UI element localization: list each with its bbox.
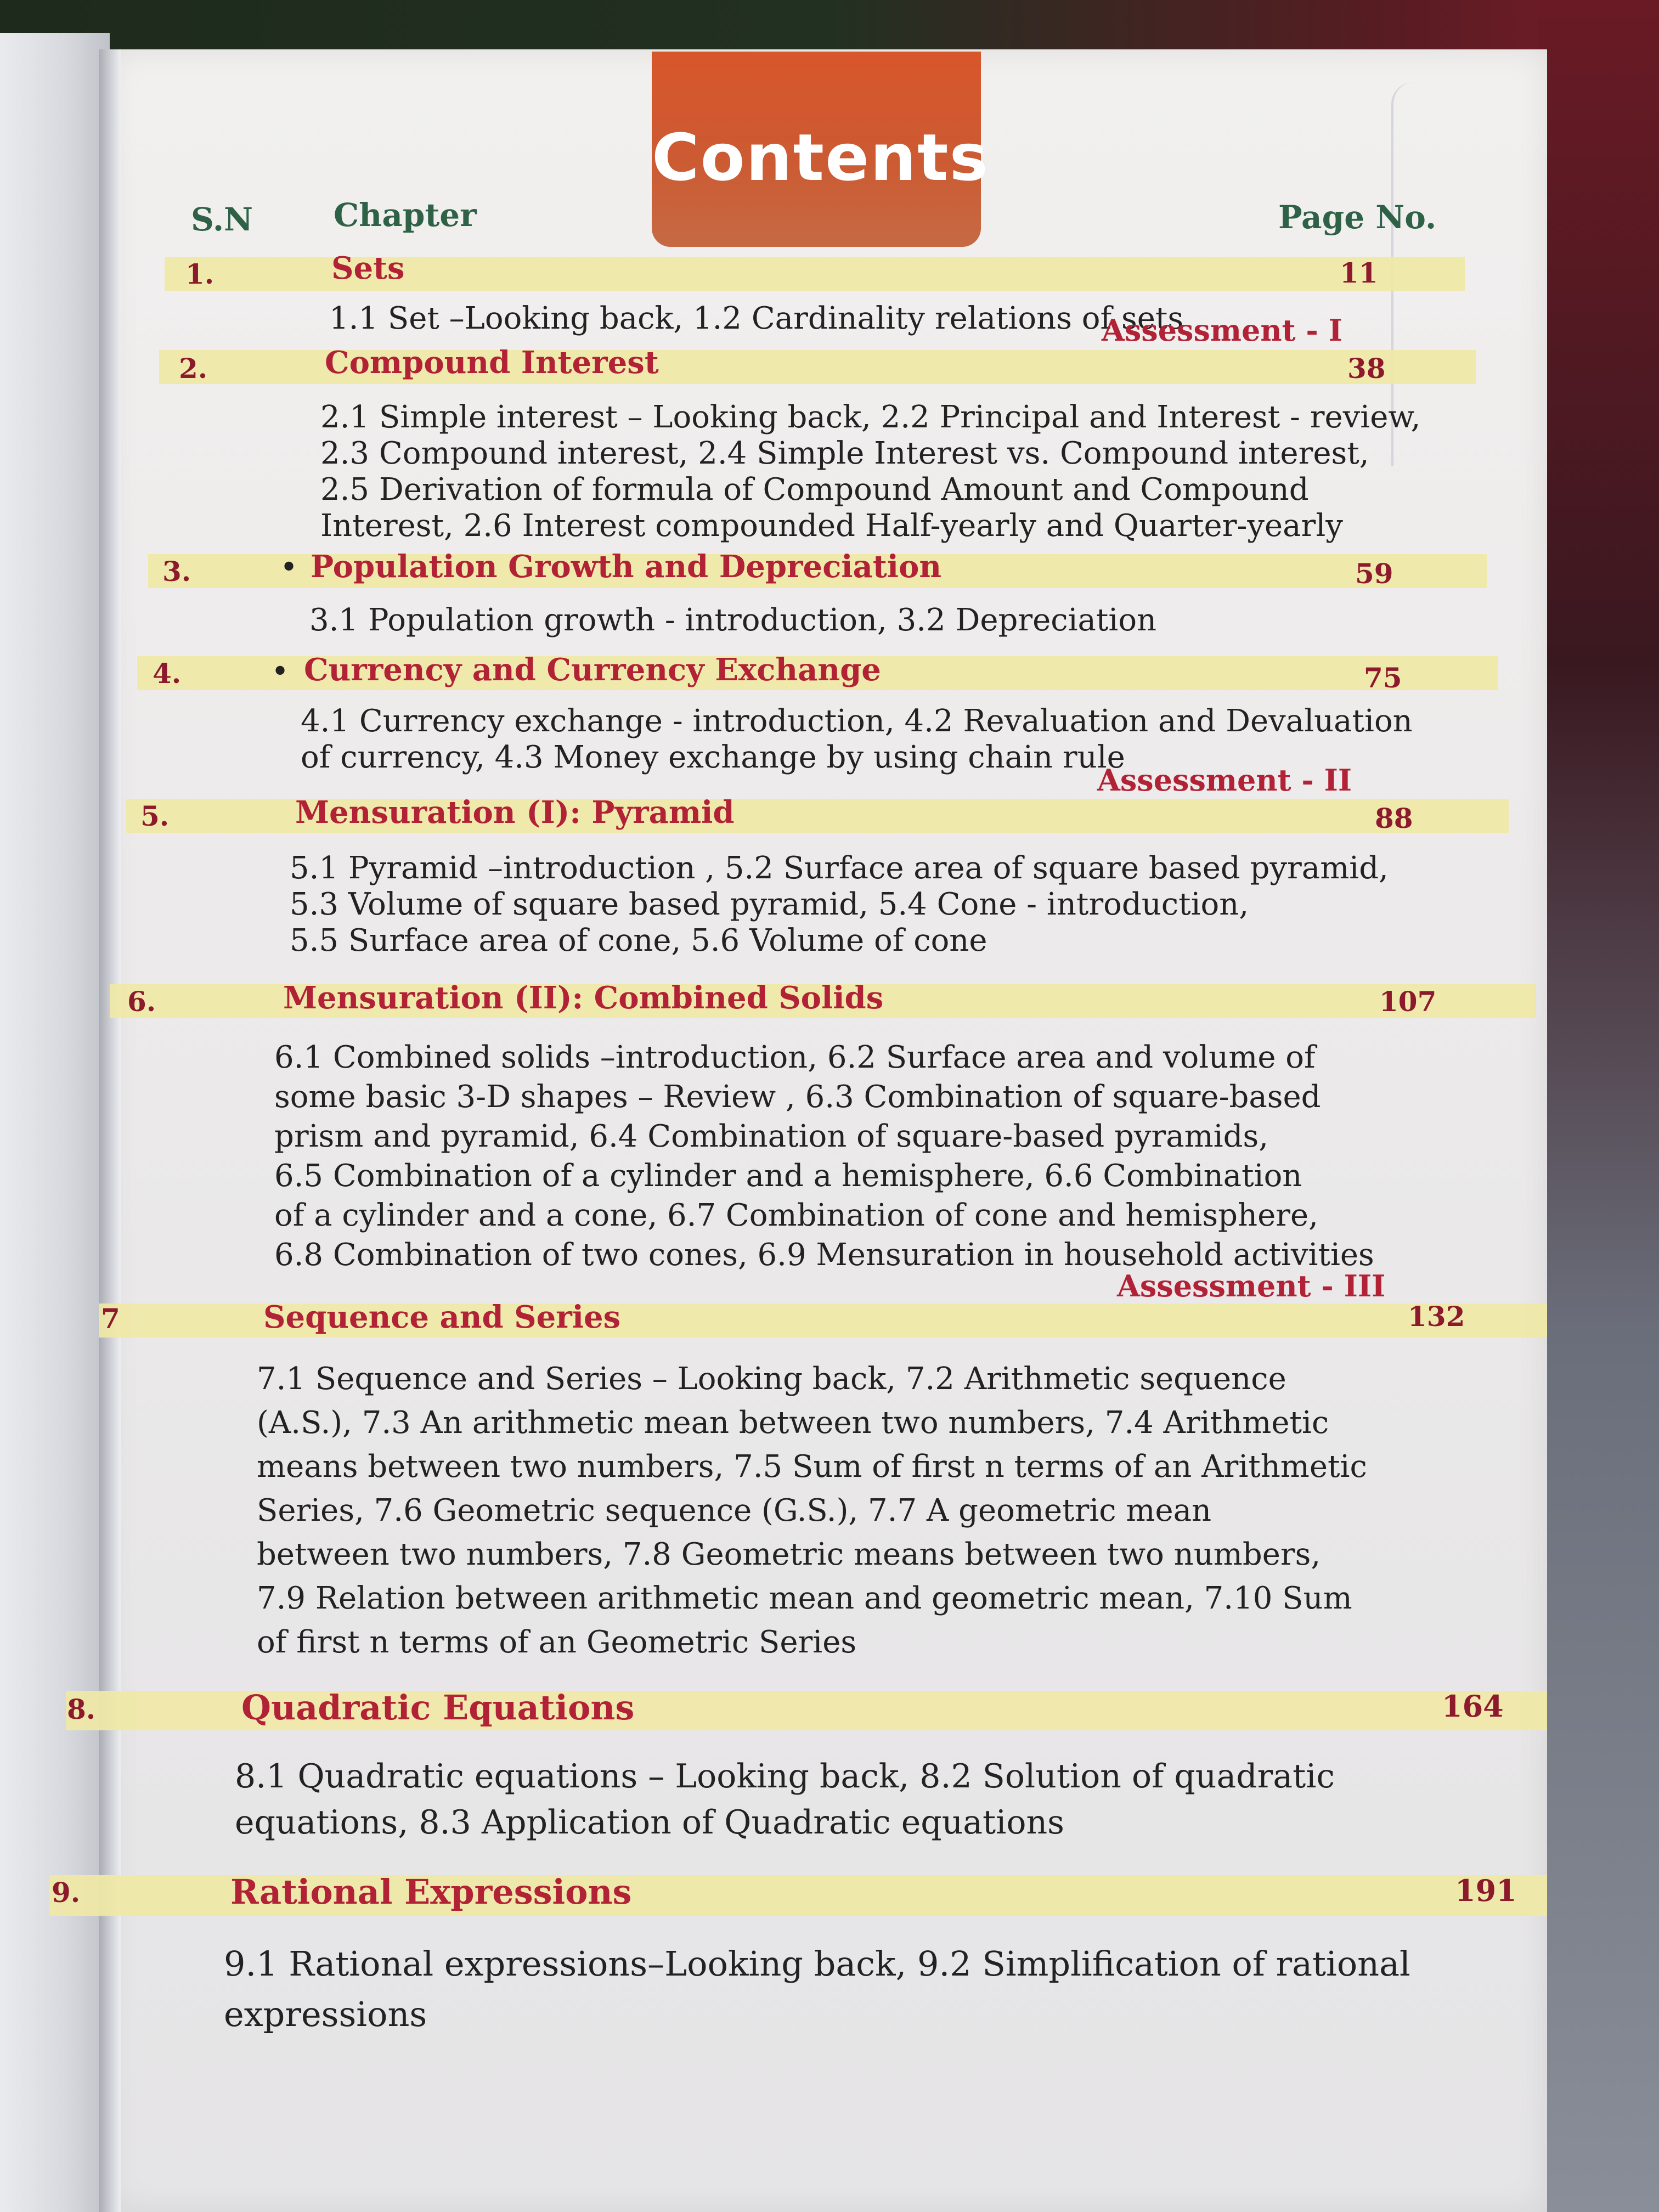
- page-number: 88: [1375, 802, 1413, 834]
- description-line: between two numbers, 7.8 Geometric means between two numbers,: [257, 1537, 1321, 1572]
- page-number: 164: [1442, 1689, 1504, 1724]
- description-line: 6.8 Combination of two cones, 6.9 Mensuration in household activities: [274, 1237, 1374, 1273]
- description-line: 8.1 Quadratic equations – Looking back, 8.2 Solution of quadratic: [235, 1757, 1335, 1796]
- assessment-label: Assessment - I: [1102, 313, 1342, 348]
- chapter-title: Quadratic Equations: [241, 1688, 635, 1728]
- chapter-number: 2.: [179, 352, 208, 385]
- bullet-mark: •: [271, 654, 290, 690]
- assessment-label: Assessment - III: [1117, 1268, 1386, 1304]
- chapter-number: 5.: [140, 800, 170, 832]
- description-line: some basic 3-D shapes – Review , 6.3 Combination of square-based: [274, 1079, 1321, 1115]
- description-line: 9.1 Rational expressions–Looking back, 9.2 Simplification of rational: [224, 1944, 1410, 1984]
- chapter-number: 7: [101, 1302, 120, 1335]
- chapter-number: 9.: [52, 1876, 81, 1909]
- description-line: expressions: [224, 1994, 427, 2034]
- description-line: Series, 7.6 Geometric sequence (G.S.), 7.7 A geometric mean: [257, 1493, 1212, 1528]
- description-line: 2.1 Simple interest – Looking back, 2.2 Principal and Interest - review,: [320, 399, 1421, 435]
- header-chapter: Chapter: [334, 196, 477, 234]
- description-line: 5.1 Pyramid –introduction , 5.2 Surface area of square based pyramid,: [290, 850, 1389, 886]
- page-title: Contents: [652, 120, 989, 195]
- chapter-number: 4.: [153, 657, 182, 690]
- description-line: of currency, 4.3 Money exchange by using chain rule: [301, 740, 1125, 775]
- chapter-number: 3.: [162, 555, 191, 588]
- bullet-mark: •: [280, 550, 298, 585]
- description-line: means between two numbers, 7.5 Sum of first n terms of an Arithmetic: [257, 1449, 1367, 1485]
- page-number: 59: [1355, 557, 1393, 590]
- chapter-description: [329, 301, 1184, 337]
- description-line: 7.1 Sequence and Series – Looking back, 7.2 Arithmetic sequence: [257, 1361, 1286, 1397]
- chapter-title: Rational Expressions: [230, 1872, 632, 1912]
- description-line: 1.1 Set –Looking back, 1.2 Cardinality relations of sets: [329, 301, 1184, 336]
- chapter-description: [309, 602, 1242, 639]
- chapter-number: 1.: [185, 258, 215, 290]
- description-line: 7.9 Relation between arithmetic mean and geometric mean, 7.10 Sum: [257, 1581, 1352, 1616]
- page-number: 11: [1340, 257, 1378, 289]
- description-line: 4.1 Currency exchange - introduction, 4.2 Revaluation and Devaluation: [301, 703, 1413, 739]
- header-sn: S.N: [191, 201, 253, 238]
- page-number: 75: [1364, 662, 1402, 694]
- page-number: 107: [1379, 985, 1437, 1018]
- description-line: 2.5 Derivation of formula of Compound Amount and Compound: [320, 472, 1309, 507]
- description-line: 3.1 Population growth - introduction, 3.2 Depreciation: [309, 602, 1157, 638]
- description-line: prism and pyramid, 6.4 Combination of square-based pyramids,: [274, 1119, 1269, 1154]
- description-line: 6.5 Combination of a cylinder and a hemisphere, 6.6 Combination: [274, 1158, 1302, 1194]
- chapter-title: Currency and Currency Exchange: [304, 652, 881, 688]
- page-number: 132: [1408, 1300, 1465, 1333]
- description-line: Interest, 2.6 Interest compounded Half-yearly and Quarter-yearly: [320, 508, 1343, 544]
- description-line: equations, 8.3 Application of Quadratic equations: [235, 1803, 1064, 1842]
- assessment-label: Assessment - II: [1097, 763, 1352, 798]
- description-line: 5.3 Volume of square based pyramid, 5.4 Cone - introduction,: [290, 887, 1249, 922]
- description-line: 5.5 Surface area of cone, 5.6 Volume of cone: [290, 923, 988, 958]
- chapter-number: 8.: [67, 1693, 96, 1725]
- chapter-title: Population Growth and Depreciation: [311, 549, 942, 585]
- chapter-title: Sets: [331, 250, 405, 286]
- chapter-title: Compound Interest: [325, 345, 659, 381]
- chapter-number: 6.: [127, 985, 156, 1018]
- chapter-description: [235, 1753, 1381, 1846]
- description-line: 6.1 Combined solids –introduction, 6.2 Surface area and volume of: [274, 1040, 1316, 1075]
- chapter-description: [257, 1357, 1367, 1664]
- background-right: [1538, 0, 1659, 2212]
- chapter-description: [290, 850, 1389, 959]
- header-page-no: Page No.: [1278, 199, 1437, 236]
- page-number: 38: [1347, 352, 1386, 385]
- page-number: 191: [1455, 1873, 1517, 1908]
- chapter-title: Mensuration (I): Pyramid: [295, 794, 735, 831]
- chapter-title: Sequence and Series: [263, 1299, 621, 1335]
- description-line: of a cylinder and a cone, 6.7 Combination of cone and hemisphere,: [274, 1198, 1318, 1233]
- description-line: 2.3 Compound interest, 2.4 Simple Interest vs. Compound interest,: [320, 436, 1369, 471]
- chapter-description: [274, 1038, 1374, 1275]
- chapter-description: [320, 399, 1421, 544]
- chapter-description: [224, 1939, 1410, 2040]
- description-line: of first n terms of an Geometric Series: [257, 1624, 857, 1660]
- chapter-title: Mensuration (II): Combined Solids: [283, 980, 884, 1016]
- description-line: (A.S.), 7.3 An arithmetic mean between two numbers, 7.4 Arithmetic: [257, 1405, 1329, 1441]
